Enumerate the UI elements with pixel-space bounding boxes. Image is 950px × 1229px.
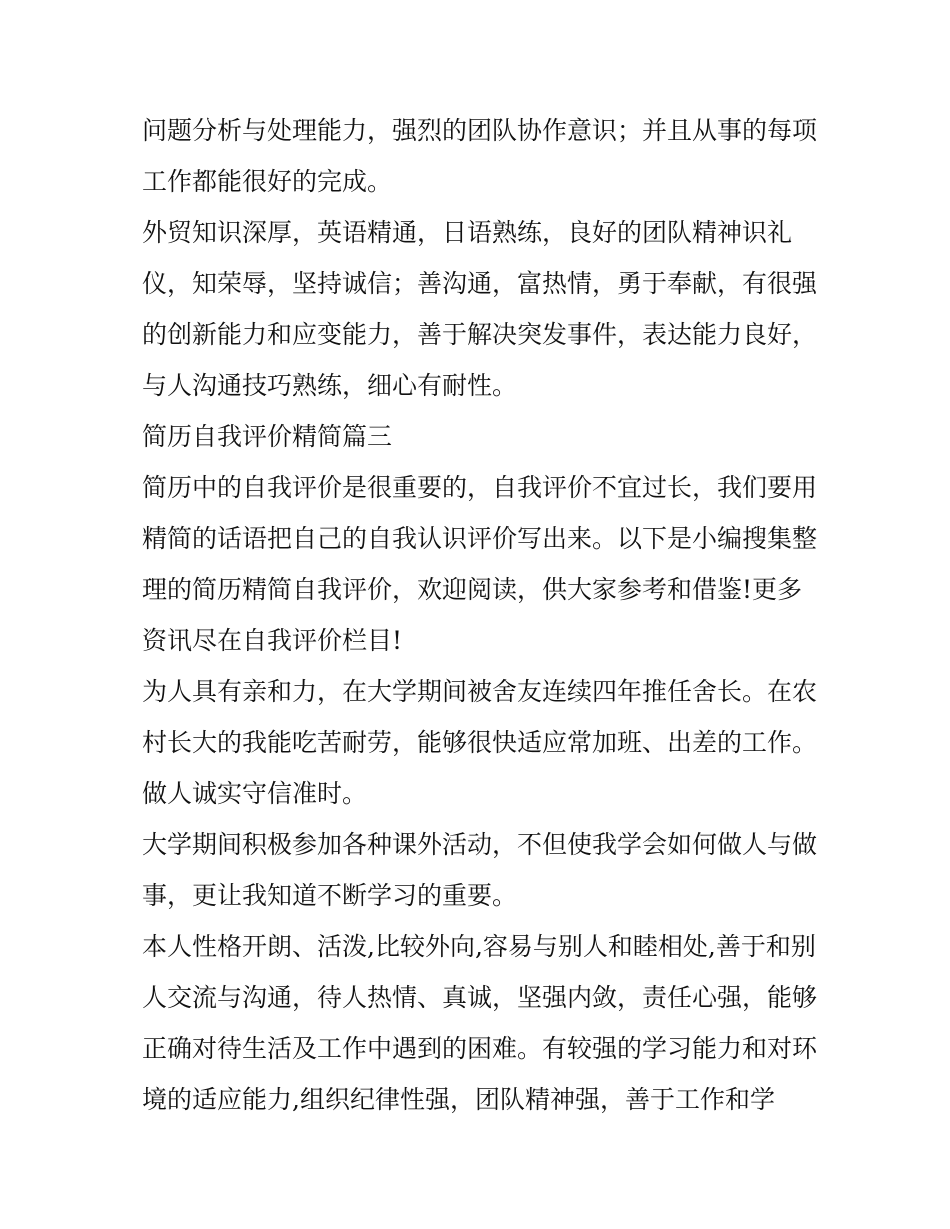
section-heading: 简历自我评价精简篇三 [142,422,393,451]
text-line-3: 外贸知识深厚，英语精通，日语熟练，良好的团队精神识礼 [142,218,793,247]
text-line-13: 村长大的我能吃苦耐劳，能够很快适应常加班、出差的工作。 [142,728,818,757]
text-line-1: 问题分析与处理能力，强烈的团队协作意识；并且从事的每项 [142,116,818,145]
text-line-6: 与人沟通技巧熟练，细心有耐性。 [142,371,518,400]
text-line-17: 本人性格开朗、活泼,比较外向,容易与别人和睦相处,善于和别 [142,932,816,961]
text-line-4: 仪，知荣辱，坚持诚信；善沟通，富热情，勇于奉献，有很强 [142,269,818,298]
text-line-10: 理的简历精简自我评价，欢迎阅读，供大家参考和借鉴!更多 [142,575,803,604]
text-line-15: 大学期间积极参加各种课外活动，不但使我学会如何做人与做 [142,830,818,859]
document-body [142,105,822,1125]
text-line-2: 工作都能很好的完成。 [142,167,393,196]
text-line-20: 境的适应能力,组织纪律性强，团队精神强，善于工作和学 [142,1085,775,1114]
text-line-16: 事，更让我知道不断学习的重要。 [142,881,518,910]
text-line-19: 正确对待生活及工作中遇到的困难。有较强的学习能力和对环 [142,1034,818,1063]
text-line-9: 精简的话语把自己的自我认识评价写出来。以下是小编搜集整 [142,524,818,553]
text-line-18: 人交流与沟通，待人热情、真诚，坚强内敛，责任心强，能够 [142,983,818,1012]
text-line-8: 简历中的自我评价是很重要的，自我评价不宜过长，我们要用 [142,473,818,502]
text-line-14: 做人诚实守信准时。 [142,779,368,808]
text-line-11: 资讯尽在自我评价栏目! [142,626,403,655]
text-line-5: 的创新能力和应变能力，善于解决突发事件，表达能力良好， [142,320,818,349]
text-line-12: 为人具有亲和力，在大学期间被舍友连续四年推任舍长。在农 [142,677,818,706]
